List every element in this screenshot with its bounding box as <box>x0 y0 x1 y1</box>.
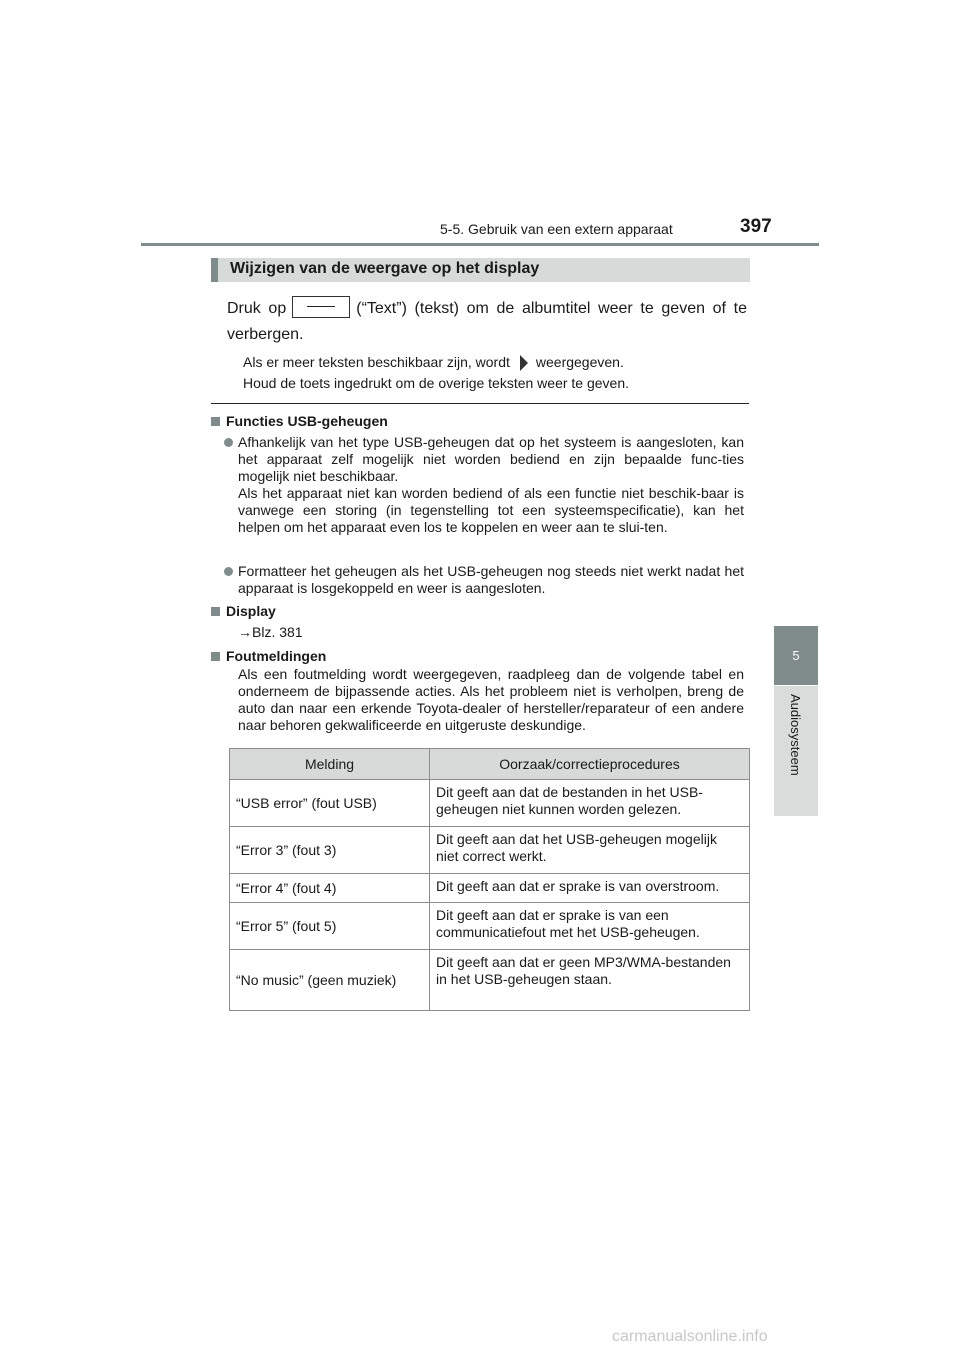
chapter-tab-label[interactable] <box>774 686 818 816</box>
usb-bullet-2 <box>224 563 744 597</box>
usb-functions-heading <box>211 413 388 429</box>
table-cell-cause: Dit geeft aan dat er sprake is van overstroom. <box>430 874 750 903</box>
display-title: Display <box>226 603 276 619</box>
usb-bullet-1-text-a: Afhankelijk van het type USB-geheugen dat op het systeem is aangesloten, kan het apparaat zelf mogelijk niet worden bediend en zijn bepaalde func-ties mogelijk niet beschikbaar. <box>238 434 744 484</box>
watermark: carmanualsonline.info <box>612 1328 768 1345</box>
display-heading <box>211 603 276 619</box>
chapter-tab-text: Audiosysteem <box>788 694 803 776</box>
instruction-paragraph <box>227 296 747 348</box>
table-header-row <box>230 749 750 780</box>
page-number: 397 <box>740 216 772 237</box>
square-bullet-icon <box>211 417 220 426</box>
text-button-icon <box>292 296 350 318</box>
table-cell-message: “USB error” (fout USB) <box>230 780 430 827</box>
column-header-melding: Melding <box>230 749 430 780</box>
table-row <box>230 903 750 950</box>
square-bullet-icon <box>211 607 220 616</box>
section-heading <box>211 258 750 282</box>
errors-intro: Als een foutmelding wordt weergegeven, raadpleeg dan de volgende tabel en onderneem de bijpassende acties. Als het probleem niet is verholpen, breng de auto dan naar een erkende Toyota-dealer of hersteller/reparateur of een andere naar behoren gekwalificeerde en uitgeruste deskundige. <box>238 666 744 733</box>
table-cell-message: “Error 5” (fout 5) <box>230 903 430 950</box>
table-cell-cause: Dit geeft aan dat de bestanden in het USB-geheugen niet kunnen worden gelezen. <box>430 780 750 827</box>
table-cell-message: “Error 4” (fout 4) <box>230 874 430 903</box>
error-table <box>229 748 750 1011</box>
round-bullet-icon <box>224 438 233 447</box>
table-cell-cause: Dit geeft aan dat het USB-geheugen mogelijk niet correct werkt. <box>430 827 750 874</box>
table-row <box>230 874 750 903</box>
table-row <box>230 827 750 874</box>
usb-bullet-2-text: Formatteer het geheugen als het USB-geheugen nog steeds niet werkt nadat het apparaat is losgekoppeld en weer is aangesloten. <box>238 563 744 596</box>
header-rule <box>141 243 819 246</box>
square-bullet-icon <box>211 652 220 661</box>
note-after: weergegeven. <box>535 354 624 370</box>
display-page-link[interactable]: →Blz. 381 <box>238 624 303 640</box>
round-bullet-icon <box>224 567 233 576</box>
table-cell-message: “No music” (geen muziek) <box>230 950 430 1011</box>
table-cell-cause: Dit geeft aan dat er geen MP3/WMA-bestanden in het USB-geheugen staan. <box>430 950 750 1011</box>
table-row <box>230 950 750 1011</box>
instruction-before: Druk op <box>227 300 287 317</box>
table-row <box>230 780 750 827</box>
note-line-2: Houd de toets ingedrukt om de overige teksten weer te geven. <box>243 375 630 391</box>
chapter-title: 5-5. Gebruik van een extern apparaat <box>440 221 673 237</box>
instruction-after: (“Text”) (tekst) om de albumtitel weer te geven of te verbergen. <box>227 300 747 343</box>
usb-bullet-1-text-b: Als het apparaat niet kan worden bediend of als een functie niet beschik-baar is vanwege een storing (in tegenstelling tot een systeemspecificatie), kan het helpen om het apparaat even los te koppelen en weer aan te slui-ten. <box>238 485 744 535</box>
usb-functions-title: Functies USB-geheugen <box>226 413 388 429</box>
errors-heading <box>211 648 326 664</box>
section-title: Wijzigen van de weergave op het display <box>230 260 540 277</box>
separator <box>211 403 749 404</box>
note-before: Als er meer teksten beschikbaar zijn, wordt <box>243 354 510 370</box>
table-cell-cause: Dit geeft aan dat er sprake is van een communicatiefout met het USB-geheugen. <box>430 903 750 950</box>
column-header-oorzaak: Oorzaak/correctieprocedures <box>430 749 750 780</box>
play-arrow-icon <box>520 355 528 371</box>
note-line-1 <box>243 354 743 371</box>
errors-title: Foutmeldingen <box>226 648 327 664</box>
table-cell-message: “Error 3” (fout 3) <box>230 827 430 874</box>
chapter-tab-number[interactable]: 5 <box>774 626 818 685</box>
usb-bullet-1 <box>224 434 744 536</box>
